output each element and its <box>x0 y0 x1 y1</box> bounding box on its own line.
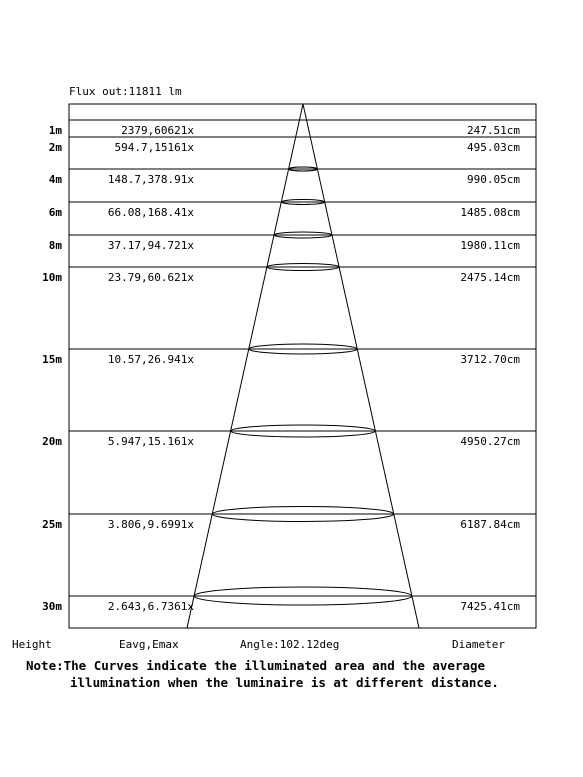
height-label: 4m <box>48 173 62 186</box>
diameter-value: 247.51cm <box>467 124 520 137</box>
eavg-column-label: Eavg,Emax <box>119 638 179 651</box>
beam-cone <box>187 104 419 628</box>
height-label: 20m <box>42 435 62 448</box>
height-label: 15m <box>42 353 62 366</box>
eavg-emax-value: 23.79,60.621x <box>107 271 194 284</box>
height-label: 1m <box>48 124 62 137</box>
eavg-emax-value: 2379,60621x <box>121 124 194 137</box>
diameter-value: 7425.41cm <box>460 600 520 613</box>
eavg-emax-value: 148.7,378.91x <box>107 173 194 186</box>
height-label: 2m <box>48 141 62 154</box>
eavg-emax-value: 66.08,168.41x <box>107 206 194 219</box>
diameter-column-label: Diameter <box>452 638 505 651</box>
angle-label: Angle:102.12deg <box>240 638 340 651</box>
diameter-value: 1485.08cm <box>460 206 520 219</box>
beam-edge-right <box>303 104 419 628</box>
diameter-value: 4950.27cm <box>460 435 520 448</box>
diameter-value: 6187.84cm <box>460 518 520 531</box>
diameter-value: 1980.11cm <box>460 239 520 252</box>
eavg-emax-value: 3.806,9.6991x <box>107 518 194 531</box>
eavg-emax-value: 2.643,6.7361x <box>107 600 194 613</box>
diameter-value: 990.05cm <box>467 173 520 186</box>
height-label: 6m <box>48 206 62 219</box>
note-line-1: Note:The Curves indicate the illuminated area and the average <box>26 658 486 673</box>
height-column-label: Height <box>12 638 52 651</box>
eavg-emax-value: 10.57,26.941x <box>107 353 194 366</box>
flux-label: Flux out:11811 lm <box>69 85 182 98</box>
height-label: 10m <box>42 271 62 284</box>
diameter-value: 2475.14cm <box>460 271 520 284</box>
beam-edge-left <box>187 104 303 628</box>
height-label: 8m <box>48 239 62 252</box>
height-label: 25m <box>42 518 62 531</box>
eavg-emax-value: 37.17,94.721x <box>107 239 194 252</box>
diameter-value: 495.03cm <box>467 141 520 154</box>
note-line-2: illumination when the luminaire is at different distance. <box>70 675 499 690</box>
diameter-value: 3712.70cm <box>460 353 520 366</box>
height-label: 30m <box>42 600 62 613</box>
eavg-emax-value: 594.7,15161x <box>114 141 194 154</box>
eavg-emax-value: 5.947,15.161x <box>107 435 194 448</box>
